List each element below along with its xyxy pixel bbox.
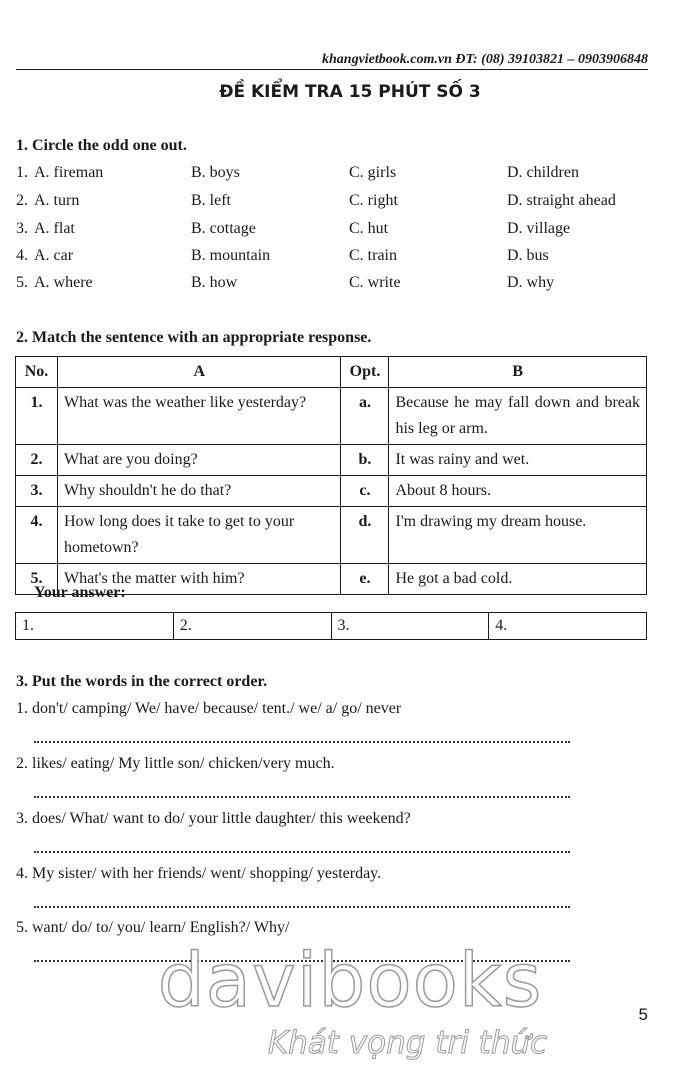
option-a: A. where [34, 274, 93, 291]
reorder-item [16, 810, 411, 828]
option-a: A. car [34, 247, 74, 264]
answer-line[interactable] [34, 794, 570, 798]
row-number: 4. [16, 507, 58, 564]
item-number: 5. [16, 919, 28, 936]
section1-title: 1. Circle the odd one out. [16, 137, 187, 154]
watermark-tagline: Khát vọng tri thức [267, 1025, 548, 1061]
option-b: B. how [191, 274, 238, 291]
answer-table [15, 612, 647, 640]
davibooks-watermark-logo: davibooks [157, 938, 543, 1024]
row-number: 1. [16, 388, 58, 445]
option-letter: e. [341, 564, 389, 595]
option-c: C. write [349, 274, 401, 291]
answer-cell-4[interactable]: 4. [489, 613, 647, 640]
answer-line[interactable] [34, 904, 570, 908]
item-text: want/ do/ to/ you/ learn/ English?/ Why/ [32, 919, 290, 936]
item-number: 4. [16, 247, 28, 264]
response-cell: I'm drawing my dream house. [389, 507, 647, 564]
answer-row [16, 613, 647, 640]
option-a: A. fireman [34, 164, 104, 181]
answer-line[interactable] [34, 849, 570, 853]
item-number: 3. [16, 220, 28, 237]
sentence-cell: What are you doing? [57, 445, 341, 476]
item-number: 5. [16, 274, 28, 291]
option-c: C. right [349, 192, 398, 209]
table-header-row [16, 357, 647, 388]
response-cell: About 8 hours. [389, 476, 647, 507]
header-b: B [389, 357, 647, 388]
page-number: 5 [638, 1005, 648, 1024]
option-b: B. left [191, 192, 231, 209]
reorder-item [16, 700, 401, 718]
response-cell: He got a bad cold. [389, 564, 647, 595]
table-row [16, 445, 647, 476]
option-b: B. cottage [191, 220, 256, 237]
option-d: D. bus [507, 247, 549, 264]
page-title: ĐỀ KIỂM TRA 15 PHÚT SỐ 3 [219, 82, 481, 102]
row-number: 3. [16, 476, 58, 507]
option-letter: a. [341, 388, 389, 445]
page-header-contact: khangvietbook.com.vn ĐT: (08) 39103821 – 0903906848 [16, 52, 648, 70]
answer-cell-1[interactable]: 1. [16, 613, 174, 640]
your-answer-label: Your answer: [34, 584, 126, 601]
sentence-cell: Why shouldn't he do that? [57, 476, 341, 507]
item-number: 1. [16, 164, 28, 181]
reorder-item [16, 919, 289, 937]
option-a: A. flat [34, 220, 75, 237]
answer-cell-3[interactable]: 3. [331, 613, 489, 640]
section2-title: 2. Match the sentence with an appropriate response. [16, 329, 372, 346]
item-number: 4. [16, 865, 28, 882]
option-c: C. hut [349, 220, 389, 237]
option-d: D. children [507, 164, 579, 181]
table-row [16, 388, 647, 445]
option-letter: b. [341, 445, 389, 476]
option-d: D. village [507, 220, 571, 237]
sentence-cell: What was the weather like yesterday? [57, 388, 341, 445]
option-a: A. turn [34, 192, 80, 209]
item-number: 2. [16, 755, 28, 772]
item-text: likes/ eating/ My little son/ chicken/very much. [32, 755, 335, 772]
reorder-item [16, 755, 335, 773]
item-text: does/ What/ want to do/ your little daughter/ this weekend? [32, 810, 411, 827]
option-letter: c. [341, 476, 389, 507]
section3-title: 3. Put the words in the correct order. [16, 673, 268, 690]
row-number: 2. [16, 445, 58, 476]
sentence-cell: What's the matter with him? [57, 564, 341, 595]
header-opt: Opt. [341, 357, 389, 388]
option-b: B. mountain [191, 247, 271, 264]
item-text: My sister/ with her friends/ went/ shopping/ yesterday. [32, 865, 382, 882]
table-row [16, 476, 647, 507]
option-c: C. girls [349, 164, 397, 181]
sentence-cell: How long does it take to get to your hometown? [57, 507, 341, 564]
item-number: 1. [16, 700, 28, 717]
option-b: B. boys [191, 164, 240, 181]
header-no: No. [16, 357, 58, 388]
item-number: 2. [16, 192, 28, 209]
table-row [16, 507, 647, 564]
option-c: C. train [349, 247, 397, 264]
header-a: A [57, 357, 341, 388]
option-letter: d. [341, 507, 389, 564]
response-cell: Because he may fall down and break his leg or arm. [389, 388, 647, 445]
item-number: 3. [16, 810, 28, 827]
option-d: D. why [507, 274, 555, 291]
option-d: D. straight ahead [507, 192, 616, 209]
answer-line[interactable] [34, 739, 570, 743]
reorder-item [16, 865, 381, 883]
item-text: don't/ camping/ We/ have/ because/ tent./ we/ a/ go/ never [32, 700, 402, 717]
response-cell: It was rainy and wet. [389, 445, 647, 476]
matching-table [15, 356, 647, 595]
row-number: 5. [16, 564, 58, 595]
answer-cell-2[interactable]: 2. [173, 613, 331, 640]
